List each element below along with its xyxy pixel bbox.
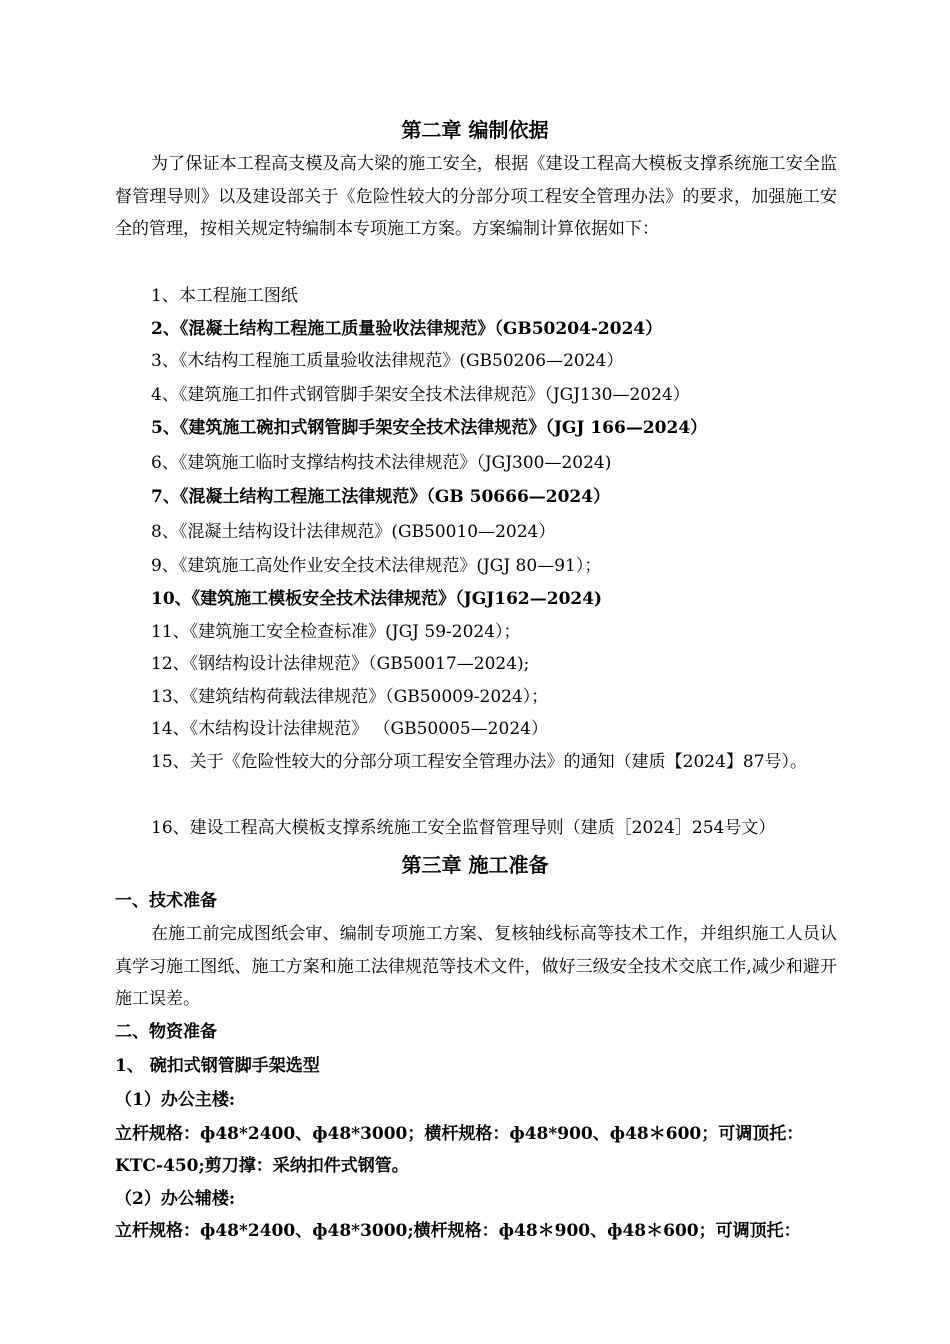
main-building-spec-1: 立杆规格：ф48*2400、ф48*3000；横杆规格：ф48*900、ф48＊600；可调顶托：: [115, 1124, 804, 1144]
basis-item-9: 9、《建筑施工高处作业安全技术法律规范》(JGJ 80—91）；: [151, 556, 602, 576]
chapter-2-title: 第二章 编制依据: [401, 118, 549, 142]
basis-item-7: 7、《混凝土结构工程施工法律规范》（GB 50666—2024）: [151, 487, 611, 507]
basis-item-12: 12、《钢结构设计法律规范》（GB50017—2024);: [151, 654, 530, 674]
section-technical-title: 一、技术准备: [115, 891, 217, 911]
basis-item-2: 2、《混凝土结构工程施工质量验收法律规范》（GB50204-2024）: [151, 319, 663, 339]
section-materials-title: 二、物资准备: [115, 1022, 217, 1042]
basis-item-5: 5、《建筑施工碗扣式钢管脚手架安全技术法律规范》（JGJ 166—2024）: [151, 418, 708, 438]
basis-item-3: 3、《木结构工程施工质量验收法律规范》(GB50206—2024）: [151, 351, 624, 371]
chapter-2-intro: 为了保证本工程高支模及高大梁的施工安全，根据《建设工程高大模板支撑系统施工安全监督管理导则》以及建设部关于《危险性较大的分部分项工程安全管理办法》的要求，加强施工安全的管理，按相关规定特编制本专项施工方案。方案编制计算依据如下：: [115, 154, 837, 239]
subsection-scaffold-title: 1、 碗扣式钢管脚手架选型: [115, 1056, 320, 1076]
basis-item-16: 16、建设工程高大模板支撑系统施工安全监督管理导则（建质［2024］254号文）: [151, 818, 776, 838]
basis-item-15: 15、关于《危险性较大的分部分项工程安全管理办法》的通知（建质【2024】87号）。: [151, 752, 808, 772]
basis-item-8: 8、《混凝土结构设计法律规范》(GB50010—2024）: [151, 522, 556, 542]
aux-building-title: （2）办公辅楼:: [115, 1189, 236, 1209]
basis-item-1: 1、本工程施工图纸: [151, 286, 298, 306]
section-technical-text: 在施工前完成图纸会审、编制专项施工方案、复核轴线标高等技术工作，并组织施工人员认真学习施工图纸、施工方案和施工法律规范等技术文件，做好三级安全技术交底工作,减少和避开施工误差。: [115, 924, 837, 1009]
aux-building-spec-1: 立杆规格：ф48*2400、ф48*3000;横杆规格：ф48＊900、ф48＊600；可调顶托：: [115, 1221, 801, 1241]
chapter-3-title: 第三章 施工准备: [401, 853, 549, 877]
basis-item-13: 13、《建筑结构荷载法律规范》（GB50009-2024）；: [151, 687, 549, 707]
basis-item-6: 6、《建筑施工临时支撑结构技术法律规范》（JGJ300—2024): [151, 453, 612, 473]
basis-item-10: 10、《建筑施工模板安全技术法律规范》（JGJ162—2024): [151, 589, 603, 609]
basis-item-4: 4、《建筑施工扣件式钢管脚手架安全技术法律规范》（JGJ130—2024）: [151, 385, 690, 405]
basis-item-11: 11、《建筑施工安全检查标准》(JGJ 59-2024）；: [151, 622, 521, 642]
main-building-title: （1）办公主楼:: [115, 1090, 236, 1110]
basis-item-14: 14、《木结构设计法律规范》 （GB50005—2024）: [151, 719, 548, 739]
main-building-spec-2: KTC-450;剪刀撑：采纳扣件式钢管。: [115, 1156, 409, 1176]
